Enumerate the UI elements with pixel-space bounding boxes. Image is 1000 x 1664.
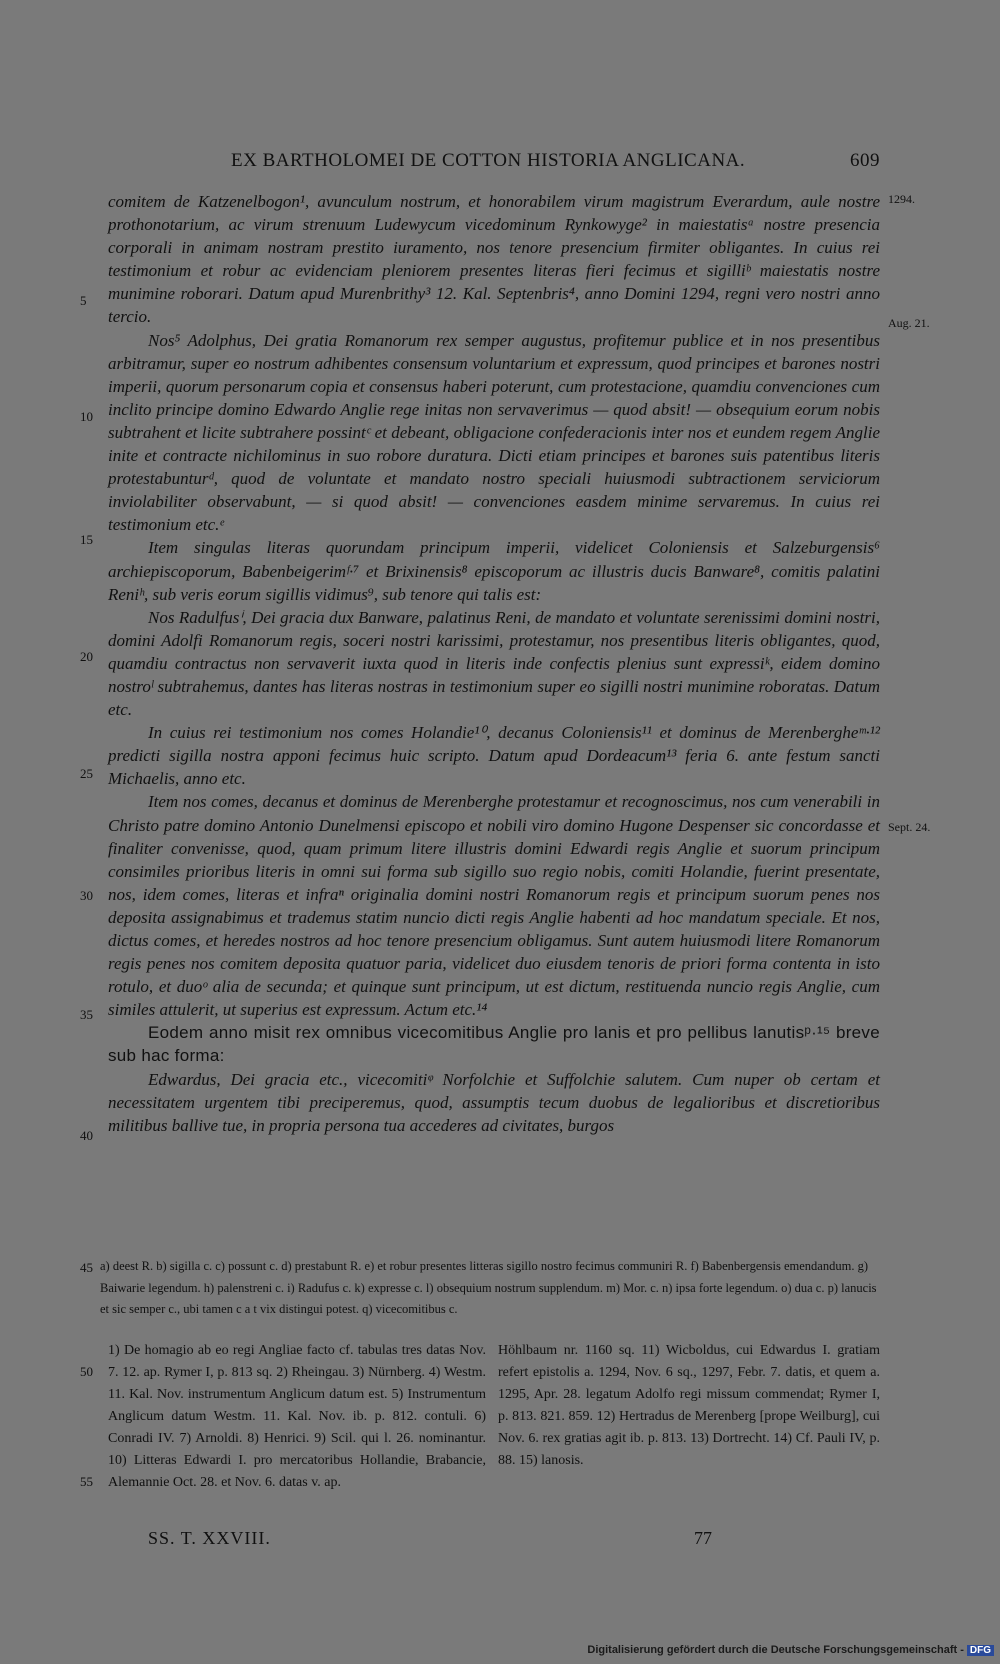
line-number: 5 <box>80 293 87 308</box>
footnotes-right-column <box>498 1340 880 1472</box>
footnotes-left-column <box>108 1340 486 1494</box>
main-text <box>108 190 880 1137</box>
line-number: 20 <box>80 649 93 664</box>
critical-apparatus <box>100 1256 880 1321</box>
page-number: 609 <box>850 150 880 171</box>
margin-date-aug: Aug. 21. <box>888 316 930 330</box>
line-number: 10 <box>80 409 93 424</box>
paragraph-4: Nos Radulfusⁱ, Dei gracia dux Banware, palatinus Reni, de mandato et voluntate serenissimi domini nostri, domini Adolfi Romanorum regis, soceri nostri karissimi, protestamur, nos presentibus literis obligantes, quod, quamdiu contractus non servaverit iuxta quod in literis inde confectis plenius sunt expressiᵏ, eidem domino nostroˡ subtrahemus, dantes has literas nostras in testimonium super eo sigilli nostri munimine roboratas. Datum etc. <box>108 607 880 720</box>
line-number: 30 <box>80 888 93 903</box>
paragraph-3: Item singulas literas quorundam principum imperii, videlicet Coloniensis et Salzeburgensis⁶ archiepiscoporum, Babenbeigerimᶠ·⁷ et Brixinensis⁸ episcoporum ac illustris ducis Banware⁸, comitis palatini Reniʰ, sub veris eorum sigillis vidimus⁹, sub tenore qui talis est: <box>108 538 880 604</box>
footnotes-left-text: 1) De homagio ab eo regi Angliae facto cf. tabulas tres datas Nov. 7. 12. ap. Rymer I, p. 813 sq. 2) Rheingau. 3) Nürnberg. 4) Westm. 11. Kal. Nov. instrumentum Anglicum datum est. 5) Instrumentum Anglicum datum Westm. 11. Kal. Nov. ib. p. 812. contuli. 6) Conradi IV. 7) Arnoldi. 8) Henrici. 9) Scil. qui l. 26. nominantur. 10) Litteras Edwardi I. pro mercatoribus Hollandie, Brabancie, Alemannie Oct. 28. et Nov. 6. datas v. ap. <box>108 1343 486 1490</box>
paragraph-2: Nos⁵ Adolphus, Dei gratia Romanorum rex semper augustus, profitemur publice et in nos presentibus arbitramur, super eo nostrum adhibentes consensum voluntarium et expressum, quod principes et barones nostri imperii, quorum personarum copia et consensus haberi poterunt, cum protestacione, quamdiu convenciones cum inclito principe domino Edwardo Anglie rege initas non servaverimus — quod absit! — obsequium eorum nobis subtrahent et licite subtrahere possintᶜ et debeant, obligacione confederacionis inter nos et eundem regem Anglie inite et contracte nichilominus in suo robore duratura. Dicti etiam principes et barones suis patentibus literis protestabunturᵈ, quod de voluntate et mandato nostro speciali huiusmodi subtractionem serviciorum inviolabiliter observabunt, — si quod absit! — convenciones easdem minime servaremus. In cuius rei testimonium etc.ᵉ <box>108 330 880 535</box>
paragraph-6: Item nos comes, decanus et dominus de Merenberghe protestamur et recognoscimus, nos cum venerabili in Christo patre domino Antonio Dunelmensi episcopo et nobili viro domino Hugone Despenser sic concordasse et finaliter convenisse, quod, quam primum litere illustris domini Edwardi regis Anglie et suorum principum consimiles prioribus literis in omni sui forma sub sigillo suo regio nobis, comiti Holandie, fuerint presentate, nos, idem comes, literas et infraⁿ originalia domini nostri Romanorum regis et principum suorum penes nos deposita assignabimus et trademus statim nuncio dicti regis Anglie habenti ad hoc mandatum speciale. Et nos, dictus comes, et heredes nostros ad hoc tenore presencium obligamus. Sunt autem huiusmodi litere Romanorum regis penes nos comitem deposita quatuor paria, videlicet duo eiusdem tenoris de priori forma contenta in isto rotulo, et duoᵒ alia de secunda; et quinque sunt principum, ut est dictum, restituenda nuncio regis Anglie, cum similes attulerit, ut superius est expressum. Actum etc.¹⁴ <box>108 792 880 1020</box>
dfg-logo: DFG <box>967 1645 994 1656</box>
line-number: 50 <box>80 1364 93 1379</box>
digitization-credit <box>587 1644 994 1656</box>
line-number: 35 <box>80 1007 93 1022</box>
margin-year: 1294. <box>888 192 915 206</box>
line-number: 55 <box>80 1474 93 1489</box>
credit-text: Digitalisierung gefördert durch die Deutsche Forschungsgemeinschaft - <box>587 1644 964 1656</box>
volume-signature: SS. T. XXVIII. <box>148 1528 271 1548</box>
line-number: 25 <box>80 766 93 781</box>
line-number: 45 <box>80 1260 93 1275</box>
line-number: 40 <box>80 1128 93 1143</box>
margin-date-sept: Sept. 24. <box>888 820 931 834</box>
apparatus-text: a) deest R. b) sigilla c. c) possunt c. d) prestabunt R. e) et robur presentes litteras sigillo nostro fecimus communiri R. f) Babenbergensis emendandum. g) Baiwarie legendum. h) palenstreni c. i) Radufus c. k) expresse c. l) obsequium nostrum supplendum. m) Mor. c. n) ipsa forte legendum. o) dua c. p) lanucis et sic semper c., ubi tamen c a t vix distingui potest. q) vicecomitibus c. <box>100 1259 877 1316</box>
paragraph-5: In cuius rei testimonium nos comes Holandie¹⁰, decanus Coloniensis¹¹ et dominus de Merenbergheᵐ·¹² predicti sigilla nostra apponi fecimus huic scripto. Datum apud Dordeacum¹³ feria 6. ante festum sancti Michaelis, anno etc. <box>108 723 880 789</box>
footnotes-right-text: Höhlbaum nr. 1160 sq. 11) Wicboldus, cui Edwardus I. gratiam refert epistolis a. 1294, Nov. 6 sq., 1297, Febr. 7. datis, et quem a. 1295, Apr. 28. legatum Adolfo regi missum commendat; Rymer I, p. 813. 821. 859. 12) Hertradus de Merenberg [prope Weilburg], cui Nov. 6. rex gratias agit ib. p. 813. 13) Dortrecht. 14) Cf. Pauli IV, p. 88. 15) lanosis. <box>498 1343 880 1468</box>
paragraph-7: Eodem anno misit rex omnibus vicecomitibus Anglie pro lanis et pro pellibus lanutisᵖ·¹⁵ breve sub hac forma: <box>108 1023 880 1066</box>
line-number: 15 <box>80 532 93 547</box>
paragraph-8: Edwardus, Dei gracia etc., vicecomitiᵠ Norfolchie et Suffolchie salutem. Cum nuper ob certam et necessitatem urgentem tibi preciperemus, quod, assumptis tecum duobus de legalioribus et discretioribus militibus ballive tue, in propria persona tua accederes ad civitates, burgos <box>108 1069 880 1135</box>
paragraph-1: comitem de Katzenelbogon¹, avunculum nostrum, et honorabilem virum magistrum Everardum, aule nostre prothonotarium, ac virum strenuum Ludewycum vicedominum Rynkowyge² in maiestatisᵃ nostre presencia corporali in animam nostram prestito iuramento, nos tenore presencium firmiter obligantes. In cuius rei testimonium et robur ac evidenciam pleniorem presentes literas fieri fecimus et sigilliᵇ maiestatis nostre munimine roborari. Datum apud Murenbrithy³ 12. Kal. Septenbris⁴, anno Domini 1294, regni vero nostri anno tercio. <box>108 192 880 327</box>
folio-number: 77 <box>694 1528 712 1548</box>
running-title: EX BARTHOLOMEI DE COTTON HISTORIA ANGLICANA. <box>231 150 746 171</box>
